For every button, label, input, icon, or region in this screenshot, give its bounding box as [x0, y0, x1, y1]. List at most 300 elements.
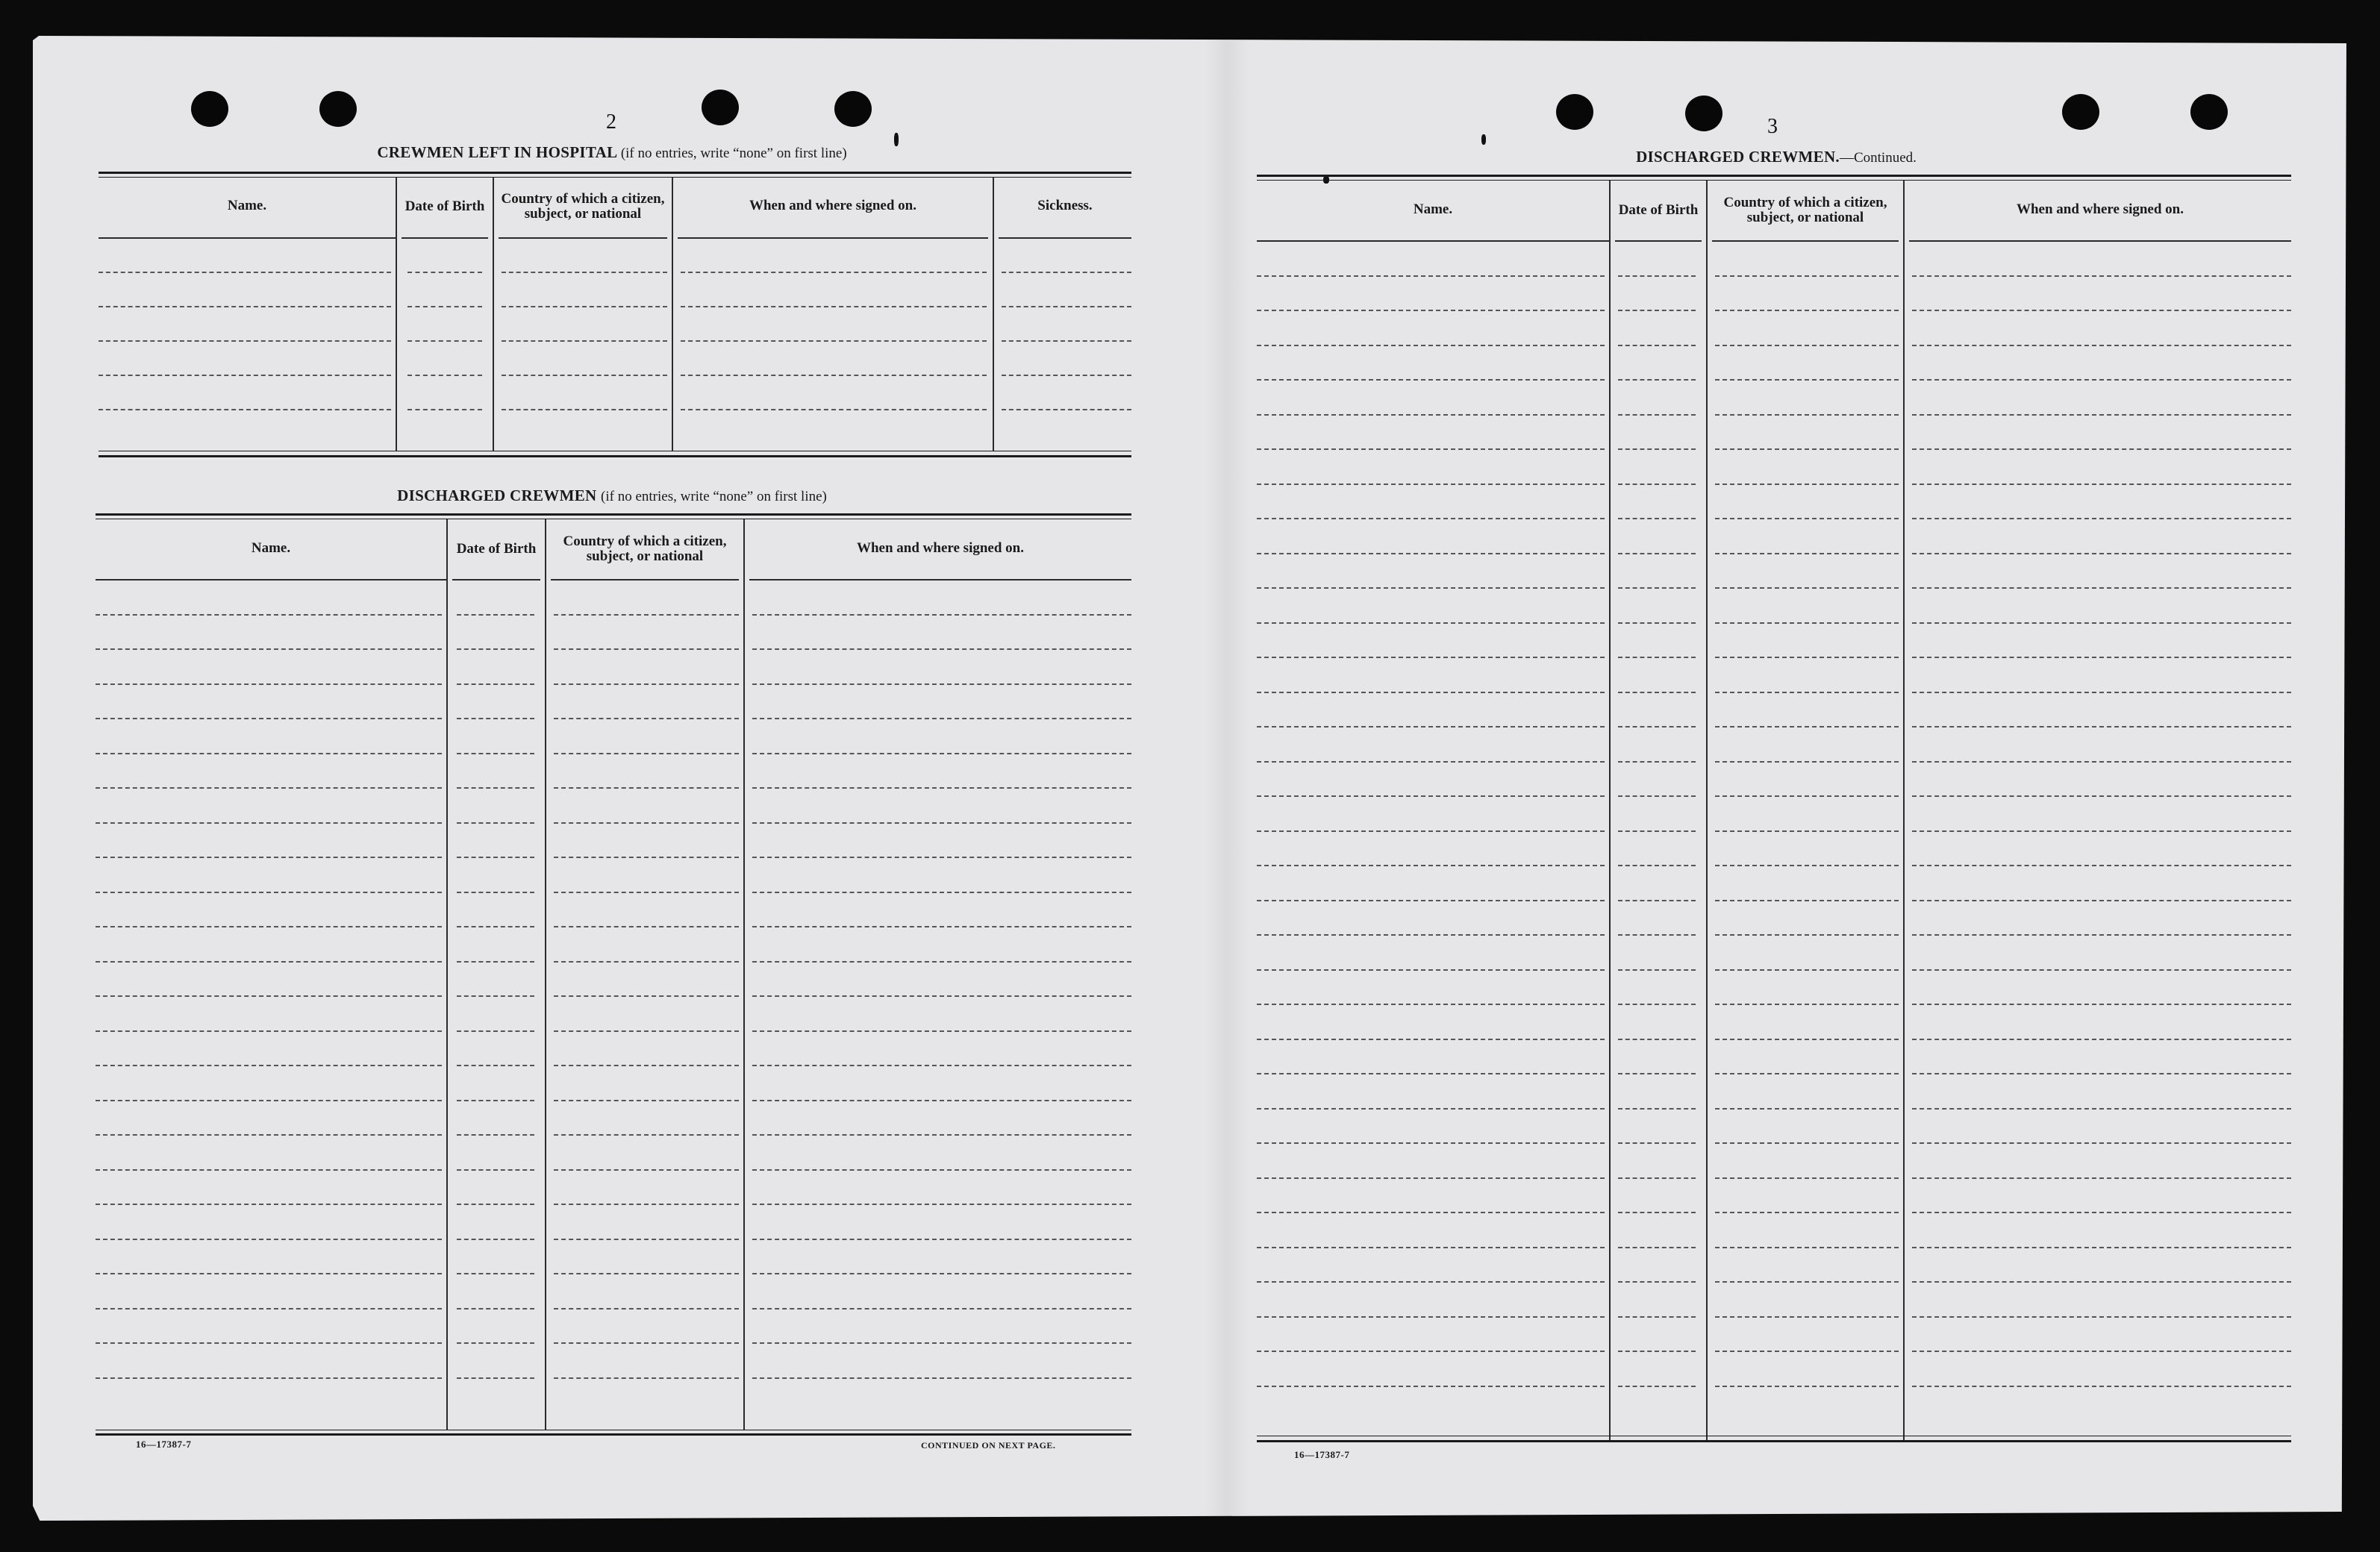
entry-line[interactable] — [1715, 414, 1899, 416]
header-underline — [452, 579, 540, 581]
entry-line[interactable] — [96, 1377, 442, 1379]
entry-line[interactable] — [1618, 1212, 1696, 1213]
entry-line[interactable] — [1912, 1247, 2291, 1248]
entry-line[interactable] — [1257, 310, 1605, 311]
entry-line[interactable] — [1257, 1247, 1605, 1248]
entry-line[interactable] — [554, 1134, 739, 1136]
entry-line[interactable] — [457, 1169, 534, 1171]
entry-line[interactable] — [752, 1308, 1131, 1310]
entry-line[interactable] — [96, 1134, 442, 1136]
entry-line[interactable] — [1715, 1108, 1899, 1110]
entry-line[interactable] — [1715, 1142, 1899, 1144]
entry-line[interactable] — [681, 340, 987, 342]
entry-line[interactable] — [407, 375, 482, 376]
entry-line[interactable] — [407, 272, 482, 273]
entry-line[interactable] — [752, 1377, 1131, 1379]
continued-table — [1257, 175, 2291, 1451]
hospital-title-note: (if no entries, write “none” on first line) — [620, 146, 847, 161]
entry-line[interactable] — [1715, 518, 1899, 519]
entry-line[interactable] — [1912, 795, 2291, 797]
entry-line[interactable] — [457, 1030, 534, 1032]
entry-line[interactable] — [1618, 553, 1696, 554]
entry-line[interactable] — [752, 1100, 1131, 1101]
entry-line[interactable] — [1912, 345, 2291, 346]
entry-line[interactable] — [1002, 375, 1131, 376]
entry-line[interactable] — [1912, 1004, 2291, 1005]
entry-line[interactable] — [457, 995, 534, 997]
entry-line[interactable] — [1618, 379, 1696, 381]
entry-line[interactable] — [1618, 726, 1696, 728]
punch-hole-icon — [191, 91, 228, 127]
punch-hole-icon — [1685, 96, 1722, 131]
entry-line[interactable] — [96, 683, 442, 685]
entry-line[interactable] — [1715, 622, 1899, 624]
entry-line[interactable] — [1912, 484, 2291, 485]
entry-line[interactable] — [554, 787, 739, 789]
entry-line[interactable] — [752, 1134, 1131, 1136]
header-name: Name. — [227, 197, 267, 213]
entry-line[interactable] — [1257, 345, 1605, 346]
punch-hole-icon — [834, 91, 872, 127]
entry-line[interactable] — [457, 961, 534, 963]
entry-line[interactable] — [1257, 1142, 1605, 1144]
entry-line[interactable] — [99, 272, 391, 273]
table-bottom-rule — [96, 1433, 1131, 1436]
header-underline — [99, 237, 396, 239]
entry-line[interactable] — [554, 1342, 739, 1344]
entry-line[interactable] — [96, 1065, 442, 1066]
header-underline — [749, 579, 1131, 581]
ink-speck — [1481, 134, 1486, 145]
table-bottom-rule — [99, 455, 1131, 457]
entry-line[interactable] — [1715, 657, 1899, 658]
entry-line[interactable] — [752, 995, 1131, 997]
entry-line[interactable] — [1618, 275, 1696, 277]
entry-line[interactable] — [457, 857, 534, 858]
entry-line[interactable] — [1257, 1108, 1605, 1110]
entry-line[interactable] — [1618, 830, 1696, 832]
entry-line[interactable] — [1715, 692, 1899, 693]
continued-title-main: DISCHARGED CREWMEN. — [1636, 148, 1840, 166]
entry-line[interactable] — [1618, 414, 1696, 416]
entry-line[interactable] — [681, 375, 987, 376]
entry-line[interactable] — [1912, 379, 2291, 381]
entry-line[interactable] — [1002, 272, 1131, 273]
hospital-table — [99, 172, 1131, 459]
entry-line[interactable] — [96, 961, 442, 963]
entry-line[interactable] — [1912, 587, 2291, 589]
entry-line[interactable] — [1257, 275, 1605, 277]
entry-line[interactable] — [96, 1273, 442, 1274]
entry-line[interactable] — [1912, 900, 2291, 901]
entry-line[interactable] — [1257, 761, 1605, 763]
entry-line[interactable] — [752, 753, 1131, 754]
entry-line[interactable] — [96, 648, 442, 650]
entry-line[interactable] — [1618, 1004, 1696, 1005]
entry-line[interactable] — [1715, 761, 1899, 763]
entry-line[interactable] — [554, 1100, 739, 1101]
header-date-of-birth: Date of Birth — [456, 541, 537, 557]
entry-line[interactable] — [1257, 1281, 1605, 1283]
entry-line[interactable] — [96, 753, 442, 754]
entry-line[interactable] — [1715, 587, 1899, 589]
entry-line[interactable] — [1257, 865, 1605, 866]
entry-line[interactable] — [457, 1342, 534, 1344]
entry-line[interactable] — [96, 857, 442, 858]
entry-line[interactable] — [96, 718, 442, 719]
entry-line[interactable] — [1618, 1142, 1696, 1144]
entry-line[interactable] — [407, 340, 482, 342]
header-underline — [999, 237, 1131, 239]
header-underline — [1712, 240, 1899, 242]
entry-line[interactable] — [1912, 448, 2291, 450]
entry-line[interactable] — [1912, 1108, 2291, 1110]
entry-line[interactable] — [1912, 969, 2291, 971]
entry-line[interactable] — [752, 648, 1131, 650]
entry-line[interactable] — [752, 822, 1131, 824]
entry-line[interactable] — [1715, 1386, 1899, 1387]
header-country: Country of which a citizen, subject, or national — [1723, 195, 1887, 225]
entry-line[interactable] — [1618, 761, 1696, 763]
table-top-rule — [96, 513, 1131, 516]
entry-line[interactable] — [752, 1342, 1131, 1344]
entry-line[interactable] — [1912, 1351, 2291, 1352]
header-date-of-birth: Date of Birth — [405, 198, 485, 214]
entry-line[interactable] — [554, 1377, 739, 1379]
entry-line[interactable] — [1618, 934, 1696, 936]
entry-line[interactable] — [681, 272, 987, 273]
entry-line[interactable] — [681, 409, 987, 410]
entry-line[interactable] — [502, 409, 667, 410]
entry-line[interactable] — [457, 1204, 534, 1205]
entry-line[interactable] — [96, 1204, 442, 1205]
entry-line[interactable] — [1257, 1039, 1605, 1040]
entry-line[interactable] — [96, 614, 442, 616]
entry-line[interactable] — [407, 306, 482, 307]
entry-line[interactable] — [1618, 1281, 1696, 1283]
entry-line[interactable] — [1715, 726, 1899, 728]
entry-line[interactable] — [1618, 1247, 1696, 1248]
entry-line[interactable] — [457, 753, 534, 754]
entry-line[interactable] — [1257, 900, 1605, 901]
column-divider — [1609, 181, 1611, 1442]
entry-line[interactable] — [752, 1273, 1131, 1274]
entry-line[interactable] — [1618, 310, 1696, 311]
entry-line[interactable] — [681, 306, 987, 307]
entry-line[interactable] — [1912, 1386, 2291, 1387]
entry-line[interactable] — [1912, 518, 2291, 519]
entry-line[interactable] — [554, 926, 739, 927]
entry-line[interactable] — [1257, 553, 1605, 554]
entry-line[interactable] — [1257, 622, 1605, 624]
entry-line[interactable] — [752, 614, 1131, 616]
entry-line[interactable] — [1257, 1386, 1605, 1387]
entry-line[interactable] — [1257, 1177, 1605, 1179]
entry-line[interactable] — [1257, 587, 1605, 589]
entry-line[interactable] — [554, 718, 739, 719]
entry-line[interactable] — [457, 648, 534, 650]
entry-line[interactable] — [752, 961, 1131, 963]
entry-line[interactable] — [554, 1065, 739, 1066]
entry-line[interactable] — [752, 683, 1131, 685]
entry-line[interactable] — [752, 787, 1131, 789]
table-top-rule — [1257, 175, 2291, 177]
entry-line[interactable] — [502, 340, 667, 342]
entry-line[interactable] — [1618, 657, 1696, 658]
entry-line[interactable] — [96, 1100, 442, 1101]
entry-line[interactable] — [457, 1134, 534, 1136]
entry-line[interactable] — [1715, 1039, 1899, 1040]
entry-line[interactable] — [1715, 1177, 1899, 1179]
column-divider — [743, 519, 745, 1430]
entry-line[interactable] — [457, 683, 534, 685]
header-name: Name. — [1413, 201, 1453, 217]
entry-line[interactable] — [554, 1239, 739, 1240]
entry-line[interactable] — [502, 306, 667, 307]
entry-line[interactable] — [1257, 692, 1605, 693]
entry-line[interactable] — [96, 1239, 442, 1240]
entry-line[interactable] — [1715, 379, 1899, 381]
punch-hole-icon — [702, 90, 739, 125]
column-divider — [672, 178, 673, 451]
entry-line[interactable] — [1257, 726, 1605, 728]
entry-line[interactable] — [1912, 865, 2291, 866]
table-top-rule — [99, 172, 1131, 174]
entry-line[interactable] — [1618, 1108, 1696, 1110]
entry-line[interactable] — [1715, 865, 1899, 866]
entry-line[interactable] — [752, 1239, 1131, 1240]
entry-line[interactable] — [457, 1100, 534, 1101]
punch-hole-icon — [1556, 94, 1593, 130]
discharged-title-main: DISCHARGED CREWMEN — [397, 486, 597, 504]
entry-line[interactable] — [1257, 795, 1605, 797]
entry-line[interactable] — [1257, 414, 1605, 416]
header-signed-on: When and where signed on. — [749, 197, 916, 213]
entry-line[interactable] — [1715, 830, 1899, 832]
entry-line[interactable] — [1618, 345, 1696, 346]
entry-line[interactable] — [1257, 1212, 1605, 1213]
entry-line[interactable] — [752, 1030, 1131, 1032]
entry-line[interactable] — [1618, 1177, 1696, 1179]
table-bottom-rule — [1257, 1440, 2291, 1442]
entry-line[interactable] — [1618, 900, 1696, 901]
entry-line[interactable] — [1618, 622, 1696, 624]
entry-line[interactable] — [554, 1169, 739, 1171]
entry-line[interactable] — [1618, 1386, 1696, 1387]
entry-line[interactable] — [1715, 553, 1899, 554]
entry-line[interactable] — [1912, 1316, 2291, 1318]
entry-line[interactable] — [1912, 1212, 2291, 1213]
entry-line[interactable] — [1257, 969, 1605, 971]
entry-line[interactable] — [1618, 1351, 1696, 1352]
entry-line[interactable] — [99, 306, 391, 307]
entry-line[interactable] — [99, 409, 391, 410]
entry-line[interactable] — [1257, 657, 1605, 658]
entry-line[interactable] — [1618, 1073, 1696, 1074]
entry-line[interactable] — [1912, 761, 2291, 763]
entry-line[interactable] — [1912, 1142, 2291, 1144]
entry-line[interactable] — [554, 892, 739, 893]
entry-line[interactable] — [554, 1204, 739, 1205]
entry-line[interactable] — [1618, 587, 1696, 589]
entry-line[interactable] — [1715, 934, 1899, 936]
entry-line[interactable] — [1618, 865, 1696, 866]
entry-line[interactable] — [752, 718, 1131, 719]
page-number-right: 3 — [1767, 115, 1778, 138]
entry-line[interactable] — [96, 1308, 442, 1310]
entry-line[interactable] — [1618, 518, 1696, 519]
entry-line[interactable] — [1618, 795, 1696, 797]
entry-line[interactable] — [1257, 934, 1605, 936]
column-divider — [1903, 181, 1905, 1442]
entry-line[interactable] — [554, 1030, 739, 1032]
entry-line[interactable] — [1715, 310, 1899, 311]
entry-line[interactable] — [457, 822, 534, 824]
entry-line[interactable] — [1912, 310, 2291, 311]
entry-line[interactable] — [502, 375, 667, 376]
punch-hole-icon — [319, 91, 357, 127]
entry-line[interactable] — [1257, 379, 1605, 381]
continued-section-title — [1552, 148, 2000, 166]
discharged-table — [96, 513, 1131, 1439]
entry-line[interactable] — [457, 1239, 534, 1240]
entry-line[interactable] — [457, 926, 534, 927]
entry-line[interactable] — [1002, 409, 1131, 410]
entry-line[interactable] — [1715, 345, 1899, 346]
header-signed-on: When and where signed on. — [2016, 201, 2184, 217]
header-underline — [96, 579, 446, 581]
entry-line[interactable] — [457, 1377, 534, 1379]
entry-line[interactable] — [96, 926, 442, 927]
entry-line[interactable] — [1618, 969, 1696, 971]
entry-line[interactable] — [457, 614, 534, 616]
column-divider — [396, 178, 397, 451]
entry-line[interactable] — [1912, 1073, 2291, 1074]
entry-line[interactable] — [1912, 275, 2291, 277]
form-code-left: 16—17387-7 — [136, 1439, 192, 1450]
entry-line[interactable] — [1257, 1004, 1605, 1005]
entry-line[interactable] — [1257, 448, 1605, 450]
entry-line[interactable] — [1912, 830, 2291, 832]
entry-line[interactable] — [1257, 484, 1605, 485]
entry-line[interactable] — [96, 892, 442, 893]
entry-line[interactable] — [1002, 340, 1131, 342]
entry-line[interactable] — [752, 1169, 1131, 1171]
table-top-rule-inner — [99, 177, 1131, 178]
entry-line[interactable] — [1912, 553, 2291, 554]
discharged-section-title — [97, 486, 1127, 505]
entry-line[interactable] — [1257, 1351, 1605, 1352]
entry-line[interactable] — [1912, 692, 2291, 693]
entry-line[interactable] — [1715, 1316, 1899, 1318]
entry-line[interactable] — [1715, 1351, 1899, 1352]
column-divider — [545, 519, 546, 1430]
entry-line[interactable] — [1618, 1039, 1696, 1040]
entry-line[interactable] — [99, 340, 391, 342]
entry-line[interactable] — [96, 1030, 442, 1032]
entry-line[interactable] — [1715, 1212, 1899, 1213]
entry-line[interactable] — [96, 787, 442, 789]
entry-line[interactable] — [407, 409, 482, 410]
entry-line[interactable] — [1257, 830, 1605, 832]
column-divider — [493, 178, 494, 451]
entry-line[interactable] — [1715, 1247, 1899, 1248]
entry-line[interactable] — [752, 857, 1131, 858]
entry-line[interactable] — [1912, 1281, 2291, 1283]
entry-line[interactable] — [752, 1204, 1131, 1205]
entry-line[interactable] — [1912, 1177, 2291, 1179]
entry-line[interactable] — [457, 787, 534, 789]
entry-line[interactable] — [752, 926, 1131, 927]
entry-line[interactable] — [457, 1065, 534, 1066]
entry-line[interactable] — [1257, 518, 1605, 519]
entry-line[interactable] — [99, 375, 391, 376]
entry-line[interactable] — [1618, 692, 1696, 693]
entry-line[interactable] — [1618, 484, 1696, 485]
header-country: Country of which a citizen, subject, or national — [501, 191, 665, 222]
punch-hole-icon — [2062, 94, 2099, 130]
form-code-right: 16—17387-7 — [1294, 1449, 1350, 1460]
entry-line[interactable] — [1715, 900, 1899, 901]
entry-line[interactable] — [1715, 969, 1899, 971]
entry-line[interactable] — [554, 1273, 739, 1274]
discharged-title-note: (if no entries, write “none” on first line) — [601, 489, 827, 504]
entry-line[interactable] — [1715, 1281, 1899, 1283]
entry-line[interactable] — [1715, 484, 1899, 485]
entry-line[interactable] — [96, 1169, 442, 1171]
entry-line[interactable] — [1912, 1039, 2291, 1040]
entry-line[interactable] — [96, 822, 442, 824]
entry-line[interactable] — [554, 857, 739, 858]
entry-line[interactable] — [554, 614, 739, 616]
continued-title-note: —Continued. — [1839, 150, 1917, 166]
entry-line[interactable] — [554, 995, 739, 997]
entry-line[interactable] — [1912, 657, 2291, 658]
entry-line[interactable] — [1715, 275, 1899, 277]
header-underline — [678, 237, 988, 239]
entry-line[interactable] — [1002, 306, 1131, 307]
entry-line[interactable] — [502, 272, 667, 273]
entry-line[interactable] — [752, 892, 1131, 893]
entry-line[interactable] — [1257, 1073, 1605, 1074]
entry-line[interactable] — [554, 683, 739, 685]
entry-line[interactable] — [1912, 726, 2291, 728]
entry-line[interactable] — [1715, 448, 1899, 450]
entry-line[interactable] — [457, 1308, 534, 1310]
entry-line[interactable] — [1715, 1073, 1899, 1074]
entry-line[interactable] — [752, 1065, 1131, 1066]
entry-line[interactable] — [1715, 1004, 1899, 1005]
entry-line[interactable] — [1618, 1316, 1696, 1318]
entry-line[interactable] — [1912, 414, 2291, 416]
entry-line[interactable] — [554, 1308, 739, 1310]
entry-line[interactable] — [554, 961, 739, 963]
entry-line[interactable] — [1912, 934, 2291, 936]
entry-line[interactable] — [96, 995, 442, 997]
entry-line[interactable] — [554, 648, 739, 650]
entry-line[interactable] — [457, 892, 534, 893]
entry-line[interactable] — [1912, 622, 2291, 624]
entry-line[interactable] — [457, 718, 534, 719]
entry-line[interactable] — [1257, 1316, 1605, 1318]
entry-line[interactable] — [554, 753, 739, 754]
entry-line[interactable] — [1618, 448, 1696, 450]
entry-line[interactable] — [1715, 795, 1899, 797]
entry-line[interactable] — [96, 1342, 442, 1344]
entry-line[interactable] — [554, 822, 739, 824]
header-underline — [499, 237, 667, 239]
entry-line[interactable] — [457, 1273, 534, 1274]
